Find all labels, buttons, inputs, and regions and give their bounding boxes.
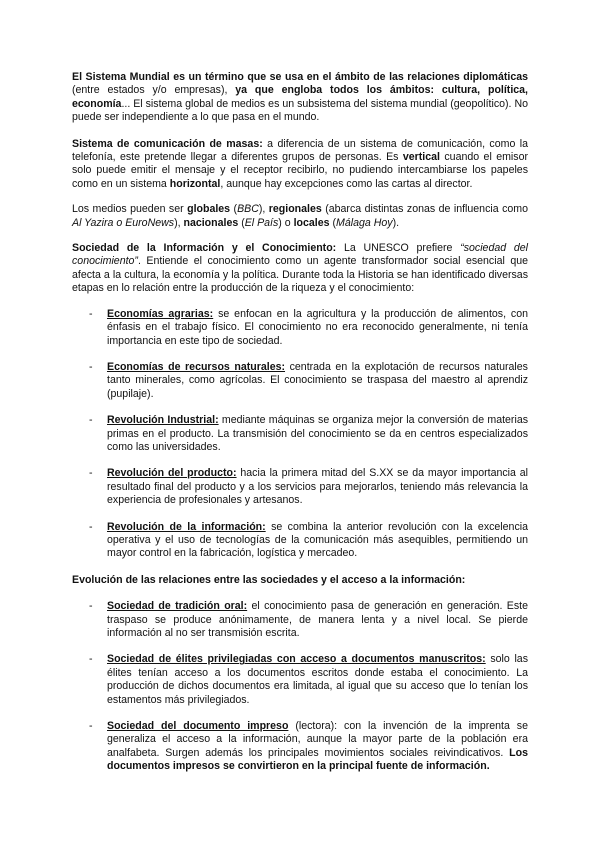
text-bold: horizontal <box>169 177 221 190</box>
item-text: centrada en la explotación de recursos naturales tanto minerales, como agrícolas. El conocimiento se traspasa del maestro al aprendiz (pupilaje). <box>107 360 528 400</box>
list-item <box>72 361 528 401</box>
bullet-dash: - <box>89 720 93 733</box>
text: (entre estados y/o empresas), <box>72 84 236 97</box>
item-text: el conocimiento pasa de generación en generación. Este traspaso se produce anónimamente, de manera lenta y a nivel local. Se pierde información al no ser transmisión escrita. <box>107 600 529 639</box>
text: ( <box>329 216 337 229</box>
item-text: se enfocan en la agricultura y la producción de alimentos, con énfasis en el trabajo físico. El conocimiento no era reconocido generalmente, ni tenía importancia en este tipo de sociedad. <box>107 307 528 347</box>
text: , aunque hay excepciones como las cartas al director. <box>220 177 473 190</box>
item-text: se combina la anterior revolución con la excelencia operativa y el uso de tecnologías de la comunicación más asequibles, permitiendo un mayor control en la fabricación, logística y mercadeo. <box>107 520 528 560</box>
text-bold: regionales <box>268 203 322 216</box>
bullet-dash: - <box>89 360 93 373</box>
text: ( <box>238 216 245 229</box>
text-bold: ya que engloba todos los ámbitos: cultura, política, economía <box>72 84 528 110</box>
bullet-dash: - <box>89 600 93 613</box>
bullet-dash: - <box>89 467 93 480</box>
item-title: Sociedad de tradición oral: <box>107 600 248 613</box>
bullet-dash: - <box>89 307 93 320</box>
item-text: (lectora): con la invención de la imprenta se generaliza el acceso a la información, aunque la mayor parte de la población era analfabeta. Surgen además los principales movimientos sociales reivindicativos. <box>107 720 528 759</box>
economias-list <box>72 308 528 561</box>
item-title: Revolución Industrial: <box>107 414 219 427</box>
text: ) o <box>278 216 294 229</box>
text-italic: BBC <box>237 203 259 216</box>
item-text: solo las élites tenían acceso a los documentos escritos donde estaba el conocimiento. La producción de dichos documentos era limitada, al igual que su acceso que lo tenían los estamentos más privilegiados. <box>107 653 528 706</box>
text: ( <box>230 203 238 216</box>
text-italic: Málaga Hoy <box>336 216 393 229</box>
text: (abarca distintas zonas de influencia como <box>321 203 528 216</box>
item-title: Economías de recursos naturales: <box>107 360 286 373</box>
paragraph-comunicacion-masas <box>72 138 528 192</box>
list-item <box>72 600 528 640</box>
text: a diferencia de un sistema de comunicación, como la telefonía, este pretende llegar a diferentes grupos de personas. Es <box>72 137 528 164</box>
text-italic: El País <box>244 216 279 229</box>
section-heading <box>72 574 528 587</box>
text-bold: El Sistema Mundial es un término que se usa en el ámbito de las relaciones diplomáticas <box>72 71 528 83</box>
item-title: Sociedad del documento impreso <box>107 720 289 733</box>
heading-text: Evolución de las relaciones entre las sociedades y el acceso a la información: <box>72 573 466 586</box>
text-bold: globales <box>187 203 231 216</box>
paragraph-sociedad-informacion <box>72 242 528 296</box>
text-bold: vertical <box>402 151 440 164</box>
list-item <box>72 653 528 707</box>
bullet-dash: - <box>89 414 93 427</box>
paragraph-tipos-medios <box>72 203 528 230</box>
text-italic: “sociedad del conocimiento” <box>72 242 528 268</box>
list-item <box>72 720 528 774</box>
paragraph-sistema-mundial <box>72 71 528 125</box>
text: . Entiende el conocimiento como un agente transformador social esencial que afecta a la cultura, la economía y la política. Durante toda la Historia se han identificado diversas etapas en lo relación entre la producción de la riqueza y el conocimiento: <box>72 255 528 295</box>
text: cuando el emisor solo puede emitir el mensaje y el receptor recibirlo, no pudiendo intercambiarse los papeles como en un sistema <box>72 151 528 190</box>
text-bold: nacionales <box>183 216 239 229</box>
text: ), <box>258 203 269 216</box>
item-title: Economías agrarias: <box>107 307 214 320</box>
text: La UNESCO prefiere <box>336 242 461 255</box>
item-text: hacia la primera mitad del S.XX se da mayor importancia al resultado final del producto y a los servicios para mejorarlos, teniendo más relevancia la experiencia de profesionales y artesanos. <box>107 467 529 507</box>
item-bold-text: Los documentos impresos se convirtieron en la principal fuente de información. <box>107 746 528 773</box>
text-italic: Al Yazira o EuroNews <box>72 216 175 229</box>
text-bold: locales <box>293 216 330 229</box>
item-title: Revolución del producto: <box>107 467 237 480</box>
bullet-dash: - <box>89 520 93 533</box>
item-title: Revolución de la información: <box>107 520 266 533</box>
item-text: mediante máquinas se organiza mejor la conversión de materias primas en el producto. La transmisión del conocimiento se da en centros especializados como las universidades. <box>107 414 529 453</box>
bullet-dash: - <box>89 653 93 666</box>
text: Los medios pueden ser <box>72 203 188 216</box>
sociedades-list <box>72 600 528 773</box>
text: ... El sistema global de medios es un subsistema del sistema mundial (geopolítico). No puede ser independiente a lo que pasa en el mundo. <box>72 97 528 124</box>
text-bold: Sistema de comunicación de masas: <box>72 137 263 150</box>
text: ), <box>174 216 184 229</box>
document-body <box>72 71 528 787</box>
list-item <box>72 467 528 507</box>
list-item <box>72 521 528 561</box>
item-title: Sociedad de élites privilegiadas con acceso a documentos manuscritos: <box>107 653 486 666</box>
list-item <box>72 414 528 454</box>
text-bold: Sociedad de la Información y el Conocimiento: <box>72 242 337 255</box>
text: ). <box>392 216 400 229</box>
list-item <box>72 308 528 348</box>
